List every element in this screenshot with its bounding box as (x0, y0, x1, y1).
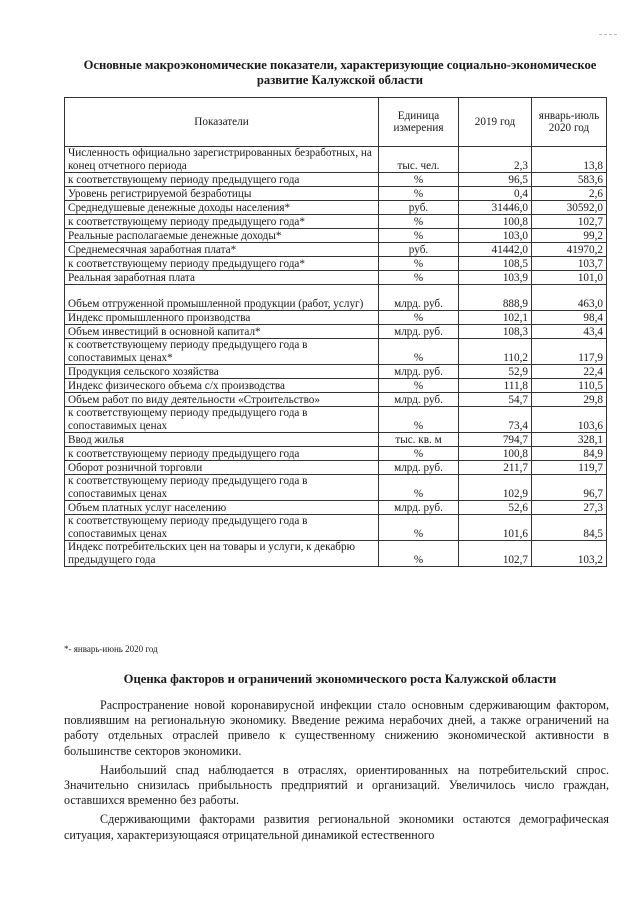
table-row (65, 433, 607, 447)
row-value-2019: 103,9 (459, 271, 532, 285)
row-value-2020: 99,2 (532, 229, 607, 243)
row-label: Объем инвестиций в основной капитал* (65, 325, 379, 339)
table-row (65, 215, 607, 229)
row-unit: % (379, 379, 459, 393)
row-label: к соответствующему периоду предыдущего года (65, 447, 379, 461)
row-unit: млрд. руб. (379, 365, 459, 379)
row-value-2019: 100,8 (459, 215, 532, 229)
row-value-2020: 463,0 (532, 285, 607, 311)
row-value-2019: 103,0 (459, 229, 532, 243)
table-row (65, 173, 607, 187)
table-row (65, 229, 607, 243)
row-value-2020: 103,7 (532, 257, 607, 271)
row-unit: % (379, 447, 459, 461)
row-label: Индекс потребительских цен на товары и услуги, к декабрю предыдущего года (65, 541, 379, 567)
row-value-2019: 108,3 (459, 325, 532, 339)
table-row (65, 311, 607, 325)
row-unit: % (379, 187, 459, 201)
footnote: *- январь-июнь 2020 год (64, 644, 158, 654)
row-value-2020: 101,0 (532, 271, 607, 285)
row-unit: % (379, 173, 459, 187)
row-value-2019: 31446,0 (459, 201, 532, 215)
row-unit: % (379, 229, 459, 243)
row-value-2019: 54,7 (459, 393, 532, 407)
row-label: Реальные располагаемые денежные доходы* (65, 229, 379, 243)
row-unit: млрд. руб. (379, 393, 459, 407)
table-row (65, 271, 607, 285)
row-label: Объем отгруженной промышленной продукции (работ, услуг) (65, 285, 379, 311)
row-value-2019: 41442,0 (459, 243, 532, 257)
row-value-2020: 328,1 (532, 433, 607, 447)
row-label: Продукция сельского хозяйства (65, 365, 379, 379)
row-unit: млрд. руб. (379, 461, 459, 475)
row-label: Оборот розничной торговли (65, 461, 379, 475)
row-label: Уровень регистрируемой безработицы (65, 187, 379, 201)
row-unit: % (379, 215, 459, 229)
body-text (64, 698, 609, 847)
table-row (65, 501, 607, 515)
table-row (65, 379, 607, 393)
row-unit: % (379, 311, 459, 325)
table-row (65, 475, 607, 501)
row-value-2019: 102,1 (459, 311, 532, 325)
row-value-2020: 29,8 (532, 393, 607, 407)
row-label: Реальная заработная плата (65, 271, 379, 285)
row-value-2020: 102,7 (532, 215, 607, 229)
row-value-2020: 84,5 (532, 515, 607, 541)
row-value-2019: 102,7 (459, 541, 532, 567)
row-label: Объем работ по виду деятельности «Строительство» (65, 393, 379, 407)
row-value-2020: 110,5 (532, 379, 607, 393)
table-row (65, 285, 607, 311)
row-value-2019: 2,3 (459, 147, 532, 173)
row-unit: % (379, 515, 459, 541)
row-label: к соответствующему периоду предыдущего года в сопоставимых ценах (65, 407, 379, 433)
table-row (65, 461, 607, 475)
row-value-2019: 101,6 (459, 515, 532, 541)
row-label: к соответствующему периоду предыдущего года* (65, 215, 379, 229)
row-label: Среднедушевые денежные доходы населения* (65, 201, 379, 215)
section-title: Оценка факторов и ограничений экономического роста Калужской области (123, 672, 557, 686)
row-unit: % (379, 475, 459, 501)
table-row (65, 393, 607, 407)
table-row (65, 257, 607, 271)
row-label: к соответствующему периоду предыдущего года в сопоставимых ценах (65, 475, 379, 501)
paragraph: Сдерживающими факторами развития региональной экономики остаются демографическая ситуация, характеризующаяся отрицательной динамикой естественного (64, 812, 609, 842)
row-label: к соответствующему периоду предыдущего года (65, 173, 379, 187)
table-row (65, 447, 607, 461)
row-value-2019: 111,8 (459, 379, 532, 393)
row-value-2019: 888,9 (459, 285, 532, 311)
row-value-2019: 73,4 (459, 407, 532, 433)
row-label: Индекс промышленного производства (65, 311, 379, 325)
row-value-2020: 103,6 (532, 407, 607, 433)
row-value-2020: 43,4 (532, 325, 607, 339)
row-value-2020: 84,9 (532, 447, 607, 461)
row-unit: млрд. руб. (379, 285, 459, 311)
row-label: Численность официально зарегистрированных безработных, на конец отчетного периода (65, 147, 379, 173)
table-row (65, 325, 607, 339)
row-value-2020: 96,7 (532, 475, 607, 501)
row-value-2020: 117,9 (532, 339, 607, 365)
paragraph: Распространение новой коронавирусной инфекции стало основным сдерживающим фактором, повлиявшим на региональную экономику. Введение режима нерабочих дней, а также ограничений на работу отдельных отраслей привело к существенному снижению экономической активности в большинстве секторов экономики. (64, 698, 609, 758)
row-unit: млрд. руб. (379, 501, 459, 515)
header-2020: январь-июль 2020 год (532, 98, 607, 147)
row-unit: руб. (379, 243, 459, 257)
row-value-2019: 100,8 (459, 447, 532, 461)
table-row (65, 407, 607, 433)
row-label: к соответствующему периоду предыдущего года в сопоставимых ценах* (65, 339, 379, 365)
row-unit: млрд. руб. (379, 325, 459, 339)
row-label: Среднемесячная заработная плата* (65, 243, 379, 257)
row-value-2020: 30592,0 (532, 201, 607, 215)
scan-mark (599, 34, 617, 36)
row-value-2020: 103,2 (532, 541, 607, 567)
header-indicator: Показатели (65, 98, 379, 147)
row-label: Объем платных услуг населению (65, 501, 379, 515)
header-unit: Единица измерения (379, 98, 459, 147)
table-row (65, 187, 607, 201)
row-unit: % (379, 541, 459, 567)
row-value-2019: 108,5 (459, 257, 532, 271)
row-value-2020: 27,3 (532, 501, 607, 515)
row-value-2019: 0,4 (459, 187, 532, 201)
table-row (65, 201, 607, 215)
table-row (65, 339, 607, 365)
row-unit: тыс. кв. м (379, 433, 459, 447)
table-row (65, 365, 607, 379)
row-unit: % (379, 257, 459, 271)
table-row (65, 147, 607, 173)
indicators-table (64, 97, 607, 567)
row-value-2020: 13,8 (532, 147, 607, 173)
row-label: Индекс физического объема с/х производства (65, 379, 379, 393)
row-value-2019: 52,6 (459, 501, 532, 515)
document-title: Основные макроэкономические показатели, характеризующие социально-экономическое развитие Калужской области (83, 58, 597, 87)
row-value-2019: 794,7 (459, 433, 532, 447)
row-value-2020: 22,4 (532, 365, 607, 379)
table-row (65, 243, 607, 257)
row-label: к соответствующему периоду предыдущего года в сопоставимых ценах (65, 515, 379, 541)
paragraph: Наибольший спад наблюдается в отраслях, ориентированных на потребительский спрос. Значительно снизилась прибыльность предприятий и организаций. Увеличилось число граждан, оставшихся временно без работы. (64, 762, 609, 808)
table-row (65, 515, 607, 541)
header-2019: 2019 год (459, 98, 532, 147)
row-value-2019: 96,5 (459, 173, 532, 187)
table-header-row (65, 98, 607, 147)
row-value-2019: 110,2 (459, 339, 532, 365)
row-label: к соответствующему периоду предыдущего года* (65, 257, 379, 271)
row-value-2020: 583,6 (532, 173, 607, 187)
row-unit: % (379, 271, 459, 285)
row-unit: % (379, 407, 459, 433)
row-value-2020: 41970,2 (532, 243, 607, 257)
table-row (65, 541, 607, 567)
row-value-2019: 102,9 (459, 475, 532, 501)
row-value-2020: 119,7 (532, 461, 607, 475)
row-value-2019: 52,9 (459, 365, 532, 379)
row-value-2019: 211,7 (459, 461, 532, 475)
row-value-2020: 98,4 (532, 311, 607, 325)
row-unit: руб. (379, 201, 459, 215)
row-label: Ввод жилья (65, 433, 379, 447)
row-unit: % (379, 339, 459, 365)
row-unit: тыс. чел. (379, 147, 459, 173)
row-value-2020: 2,6 (532, 187, 607, 201)
table-body (65, 147, 607, 567)
